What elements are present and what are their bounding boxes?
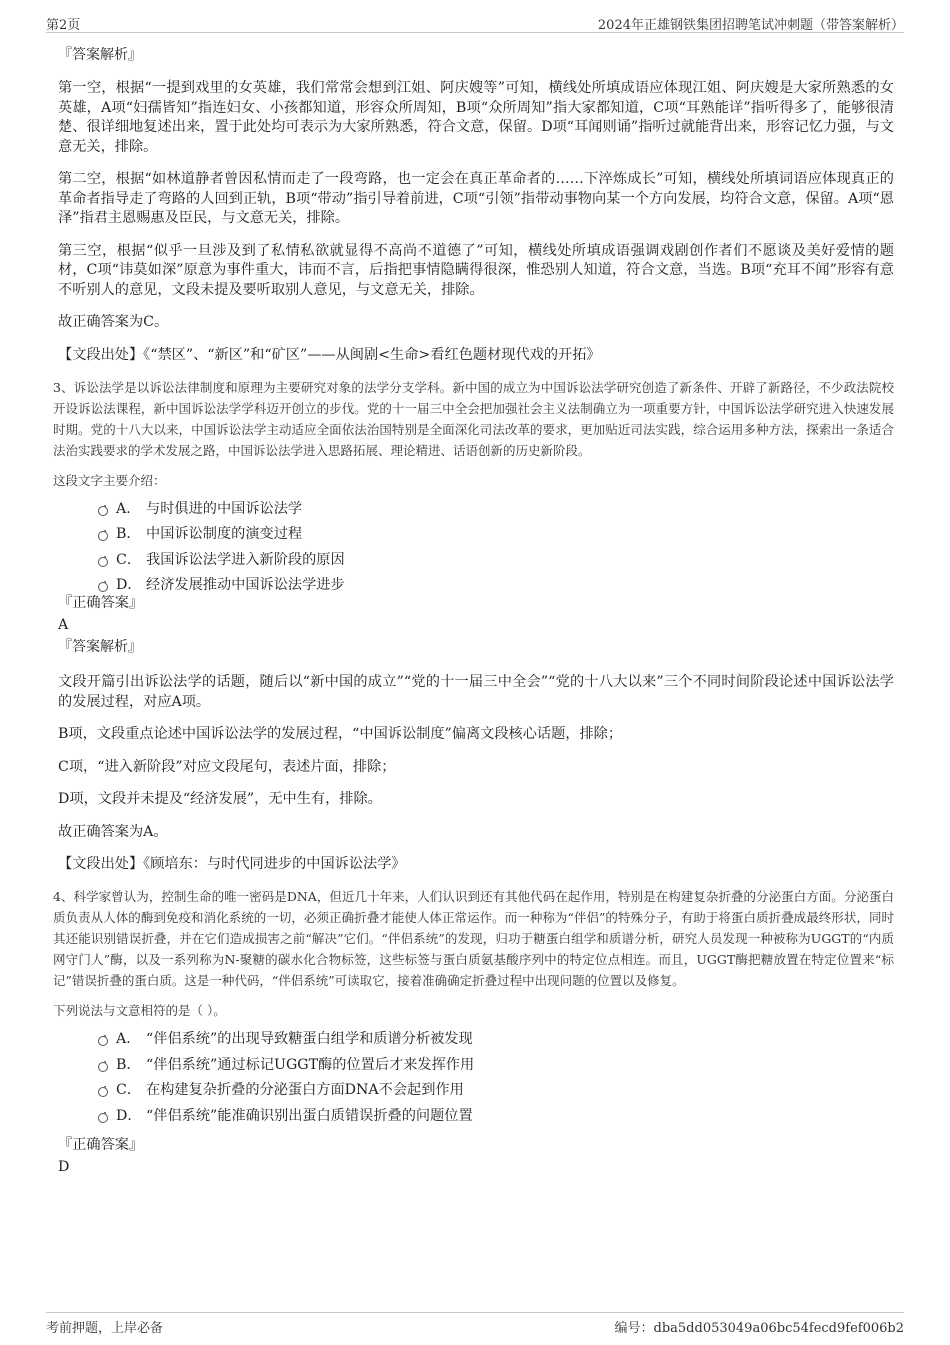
analysis-paragraph: 第一空，根据“一提到戏里的女英雄，我们常常会想到江姐、阿庆嫂等”可知，横线处所填成语应体现江姐、阿庆嫂是大家所熟悉的女英雄，A项“妇孺皆知”指连妇女、小孩都知道，形容众所周知，B项“众所周知”指大家都知道，C项“耳熟能详”指听得多了，能够很清楚、很详细地复述出来，置于此处均可表示为大家所熟悉，符合文意，保留。D项“耳闻则诵”指听过就能背出来，形容记忆力强，与文意无关，排除。 (58, 80, 894, 155)
answer-conclusion: 故正确答案为C。 (58, 314, 169, 330)
page-header (46, 12, 904, 33)
radio-icon[interactable] (98, 506, 108, 516)
option-d[interactable] (98, 576, 894, 594)
option-a[interactable] (98, 500, 894, 526)
analysis-paragraph: 第三空，根据“似乎一旦涉及到了私情私欲就显得不高尚不道德了”可知，横线处所填成语强调戏剧创作者们不愿谈及美好爱情的题材，C项“讳莫如深”原意为事件重大，讳而不言，后指把事情隐瞒得很深，惟恐别人知道，符合文意，当选。B项“充耳不闻”形容有意不听别人的意见，文段未提及要听取别人意见，与文意无关，排除。 (58, 242, 894, 298)
options-list (98, 500, 894, 595)
option-c[interactable] (98, 551, 894, 577)
footer-slogan: 考前押题，上岸必备 (46, 1321, 164, 1336)
option-text: “伴侣系统”通过标记UGGT酶的位置后才来发挥作用 (146, 1056, 475, 1073)
option-text: “伴侣系统”的出现导致糖蛋白组学和质谱分析被发现 (146, 1031, 473, 1047)
analysis-paragraph: 第二空，根据“如林道静者曾因私情而走了一段弯路，也一定会在真正革命者的……下淬炼成长”可知，横线处所填词语应体现真正的革命者指导走了弯路的人回到正轨，B项“带动”指引导着前进，C项“引领”指带动事物向某一个方向发展，均符合文意，保留。A项“恩泽”指君主恩赐惠及臣民，与文意无关，排除。 (58, 171, 894, 226)
option-b[interactable] (98, 1056, 894, 1082)
document-id: 编号：dba5dd053049a06bc54fecd9fef006b2 (614, 1321, 904, 1336)
analysis-paragraph: B项，文段重点论述中国诉讼法学的发展过程，“中国诉讼制度”偏离文段核心话题，排除； (58, 726, 623, 742)
analysis-heading: 『答案解析』 (58, 47, 142, 63)
option-letter: C． (116, 551, 142, 568)
source-citation: 【文段出处】《顾培东：与时代同进步的中国诉讼法学》 (58, 856, 406, 872)
option-letter: B． (116, 526, 141, 542)
option-letter: A． (116, 1031, 141, 1047)
option-letter: C． (116, 1082, 142, 1098)
option-text: 在构建复杂折叠的分泌蛋白方面DNA不会起到作用 (146, 1082, 464, 1098)
option-text: “伴侣系统”能准确识别出蛋白质错误折叠的问题位置 (146, 1107, 473, 1124)
option-letter: B． (116, 1056, 141, 1073)
question-stem: 3、诉讼法学是以诉讼法律制度和原理为主要研究对象的法学分支学科。新中国的成立为中国诉讼法学研究创造了新条件、开辟了新路径，不少政法院校开设诉讼法课程，新中国诉讼法学学科迈开创立的步伐。党的十一届三中全会把加强社会主义法制确立为一项重要方针，中国诉讼法学研究进入快速发展时期。党的十八大以来，中国诉讼法学主动适应全面依法治国特别是全面深化司法改革的要求，更加贴近司法实践，综合运用多种方法，探索出一条适合法治实践要求的学术发展之路，中国诉讼法学进入思路拓展、理论精进、话语创新的历史新阶段。 (53, 379, 894, 458)
option-text: 与时俱进的中国诉讼法学 (146, 500, 303, 517)
option-text: 中国诉讼制度的演变过程 (146, 526, 303, 542)
radio-icon[interactable] (98, 1062, 108, 1072)
radio-icon[interactable] (98, 531, 108, 541)
answer-conclusion: 故正确答案为A。 (58, 823, 168, 840)
question-stem: 4、科学家曾认为，控制生命的唯一密码是DNA，但近几十年来，人们认识到还有其他代码在起作用，特别是在构建复杂折叠的分泌蛋白方面。分泌蛋白质负责从人体的酶到免疫和消化系统的一切，必须正确折叠才能使人体正常运作。而一种称为“伴侣”的特殊分子，有助于将蛋白质折叠成最终形状，同时其还能识别错误折叠，并在它们造成损害之前“解决”它们。“伴侣系统”的发现，归功于糖蛋白组学和质谱分析，研究人员发现一种被称为UGGT的“内质网守门人”酶，以及一系列称为N-聚糖的碳水化合物标签，这些标签与蛋白质氨基酸序列中的特定位点相连。而且，UGGT酶把糖放置在特定位置来“标记”错误折叠的蛋白质。这是一种代码，“伴侣系统”可读取它，接着准确确定折叠过程中出现问题的位置以及修复。 (53, 889, 894, 988)
option-text: 我国诉讼法学进入新阶段的原因 (146, 551, 345, 568)
correct-answer-heading: 『正确答案』 (58, 595, 144, 611)
document-title: 2024年正雄钢铁集团招聘笔试冲刺题（带答案解析） (597, 18, 904, 33)
option-letter: D． (116, 577, 142, 593)
main-content (53, 46, 894, 1180)
option-d[interactable] (98, 1107, 894, 1133)
radio-icon[interactable] (98, 1113, 108, 1123)
page-footer (46, 1312, 904, 1337)
correct-answer: D (58, 1159, 70, 1175)
source-citation: 【文段出处】《“禁区”、“新区”和“矿区”——从闽剧<生命>看红色题材现代戏的开拓》 (58, 346, 601, 363)
question-prompt: 下列说法与文意相符的是（ ）。 (53, 1003, 226, 1018)
radio-icon[interactable] (98, 1087, 108, 1097)
option-b[interactable] (98, 525, 894, 551)
radio-icon[interactable] (98, 557, 108, 567)
analysis-heading: 『答案解析』 (58, 639, 142, 655)
analysis-paragraph: D项，文段并未提及“经济发展”，无中生有，排除。 (58, 791, 382, 807)
page-number: 第2页 (46, 18, 81, 33)
option-letter: A． (116, 500, 141, 517)
radio-icon[interactable] (98, 1036, 108, 1046)
analysis-paragraph: 文段开篇引出诉讼法学的话题，随后以“新中国的成立”“党的十一届三中全会”“党的十八大以来”三个不同时间阶段论述中国诉讼法学的发展过程，对应A项。 (58, 674, 894, 710)
option-c[interactable] (98, 1081, 894, 1107)
question-prompt: 这段文字主要介绍： (53, 472, 166, 488)
radio-icon[interactable] (98, 582, 108, 592)
analysis-paragraph: C项，“进入新阶段”对应文段尾句，表述片面，排除； (58, 758, 396, 775)
option-letter: D． (116, 1107, 142, 1124)
options-list (98, 1030, 894, 1132)
correct-answer-heading: 『正确答案』 (58, 1137, 144, 1153)
option-text: 经济发展推动中国诉讼法学进步 (146, 577, 345, 593)
correct-answer: A (58, 617, 69, 633)
option-a[interactable] (98, 1030, 894, 1056)
